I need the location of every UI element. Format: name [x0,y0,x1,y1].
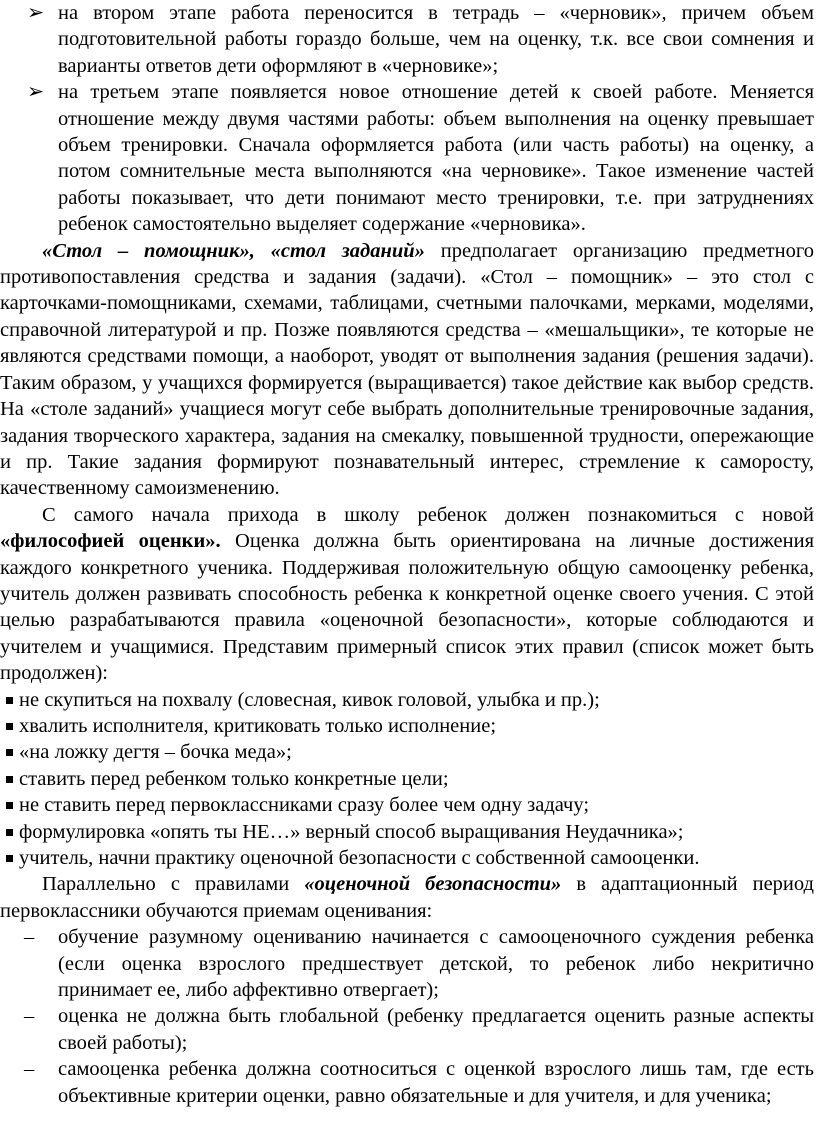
rule-list-item [0,819,816,845]
emphasis-term: «оценочной безопасности» [304,873,562,896]
paragraph-text: предполагает организацию предметного противопоставления средства и задания (задачи). «Стол – помощник» – это стол с карточками-помощниками, схемами, таблицами, счетными палочками, мерками, моделями, справочной литературой и пр. Позже появляются средства – «мешальщики», те которые не являются средствами помощи, а наоборот, уводят от выполнения задания (решения задачи). Таким образом, у учащихся формируется (выращивается) такое действие как выбор средств. На «столе заданий» учащиеся могут себе выбрать дополнительные тренировочные задания, задания творческого характера, задания на смекалку, повышенной трудности, опережающие и пр. Такие задания формируют познавательный интерес, стремление к саморосту, качественному самоизменению. [0,239,815,500]
list-item-text: «на ложку дегтя – бочка меда»; [19,741,292,764]
list-item-text: формулировка «опять ты НЕ…» верный способ выращивания Неудачника»; [19,820,684,843]
list-item-text: ставить перед ребенком только конкретные цели; [19,767,449,790]
square-bullet-icon [6,802,13,809]
list-item-text: не ставить перед первоклассниками сразу более чем одну задачу; [19,794,590,817]
list-item-text: на втором этапе работа переносится в тетрадь – «черновик», причем объем подготовительной работы гораздо больше, чем на оценку, т.к. все свои сомнения и варианты ответов дети оформляют в «черновике»; [58,2,814,77]
list-item-text: на третьем этапе появляется новое отношение детей к своей работе. Меняется отношение между двумя частями работы: объем выполнения на оценку превышает объем тренировки. Сначала оформляется работа (или часть работы) на оценку, а потом сомнительные места выполняются «на черновике». Такое изменение частей работы показывает, что дети понимают место тренировки, т.е. при затруднениях ребенок самостоятельно выделяет содержание «черновика». [58,81,814,236]
list-item-text: учитель, начни практику оценочной безопасности с собственной самооценки. [19,847,700,869]
list-item-text: оценка не должна быть глобальной (ребенку предлагается оценить разные аспекты своей работы); [58,1005,814,1054]
list-item-text: самооценка ребенка должна соотноситься с оценкой взрослого лишь там, где есть объективные критерии оценки, равно обязательные и для учителя, и для ученика; [58,1058,814,1107]
rule-list-item [0,713,816,739]
paragraph [0,238,816,502]
emphasis-term: «Стол – помощник», «стол заданий» [42,239,425,262]
paragraph-text: С самого начала прихода в школу ребенок должен познакомиться с новой [42,503,814,526]
rule-list-item [0,766,816,792]
technique-list-item [0,924,816,1003]
square-bullet-icon [6,855,13,862]
paragraph-text: Оценка должна быть ориентирована на личные достижения каждого конкретного ученика. Поддерживая положительную общую самооценку ребенка, учитель должен развивать способность ребенка к конкретной оценке своего учения. С этой целью разрабатываются правила «оценочной безопасности», которые соблюдаются и учителем и учащимися. Представим примерный список этих правил (список может быть продолжен): [0,530,815,685]
square-bullet-icon [6,776,13,783]
square-bullet-icon [6,829,13,836]
rule-list-item [0,739,816,765]
square-bullet-icon [6,697,13,704]
arrow-bullet-icon: ➢ [27,2,45,24]
rule-list-item [0,687,816,713]
technique-list-item [0,1056,816,1109]
dash-bullet-icon: – [24,1058,35,1081]
list-item-text: не скупиться на похвалу (словесная, кивок головой, улыбка и пр.); [19,688,600,711]
square-bullet-icon [6,749,13,756]
technique-list-item [0,1003,816,1056]
dash-bullet-icon: – [24,1005,35,1028]
list-item-text: обучение разумному оцениванию начинается с самооценочного суждения ребенка (если оценка взрослого предшествует детской, то ребенок либо некритично принимает ее, либо аффективно отвергает); [58,926,814,1002]
paragraph [0,871,816,924]
paragraph [0,502,816,687]
rule-list-item [0,845,816,871]
emphasis-term: «философией оценки». [0,530,221,553]
arrow-bullet-icon: ➢ [27,81,45,104]
stage-list-item [0,79,816,237]
dash-bullet-icon: – [24,926,35,949]
paragraph-text: Параллельно с правилами [42,873,305,896]
paragraph-text: в адаптационный период первоклассники обучаются приемам оценивания: [0,873,814,922]
list-item-text: хвалить исполнителя, критиковать только исполнение; [19,714,497,737]
square-bullet-icon [6,723,13,730]
stage-list-item [0,0,816,79]
rule-list-item [0,792,816,818]
